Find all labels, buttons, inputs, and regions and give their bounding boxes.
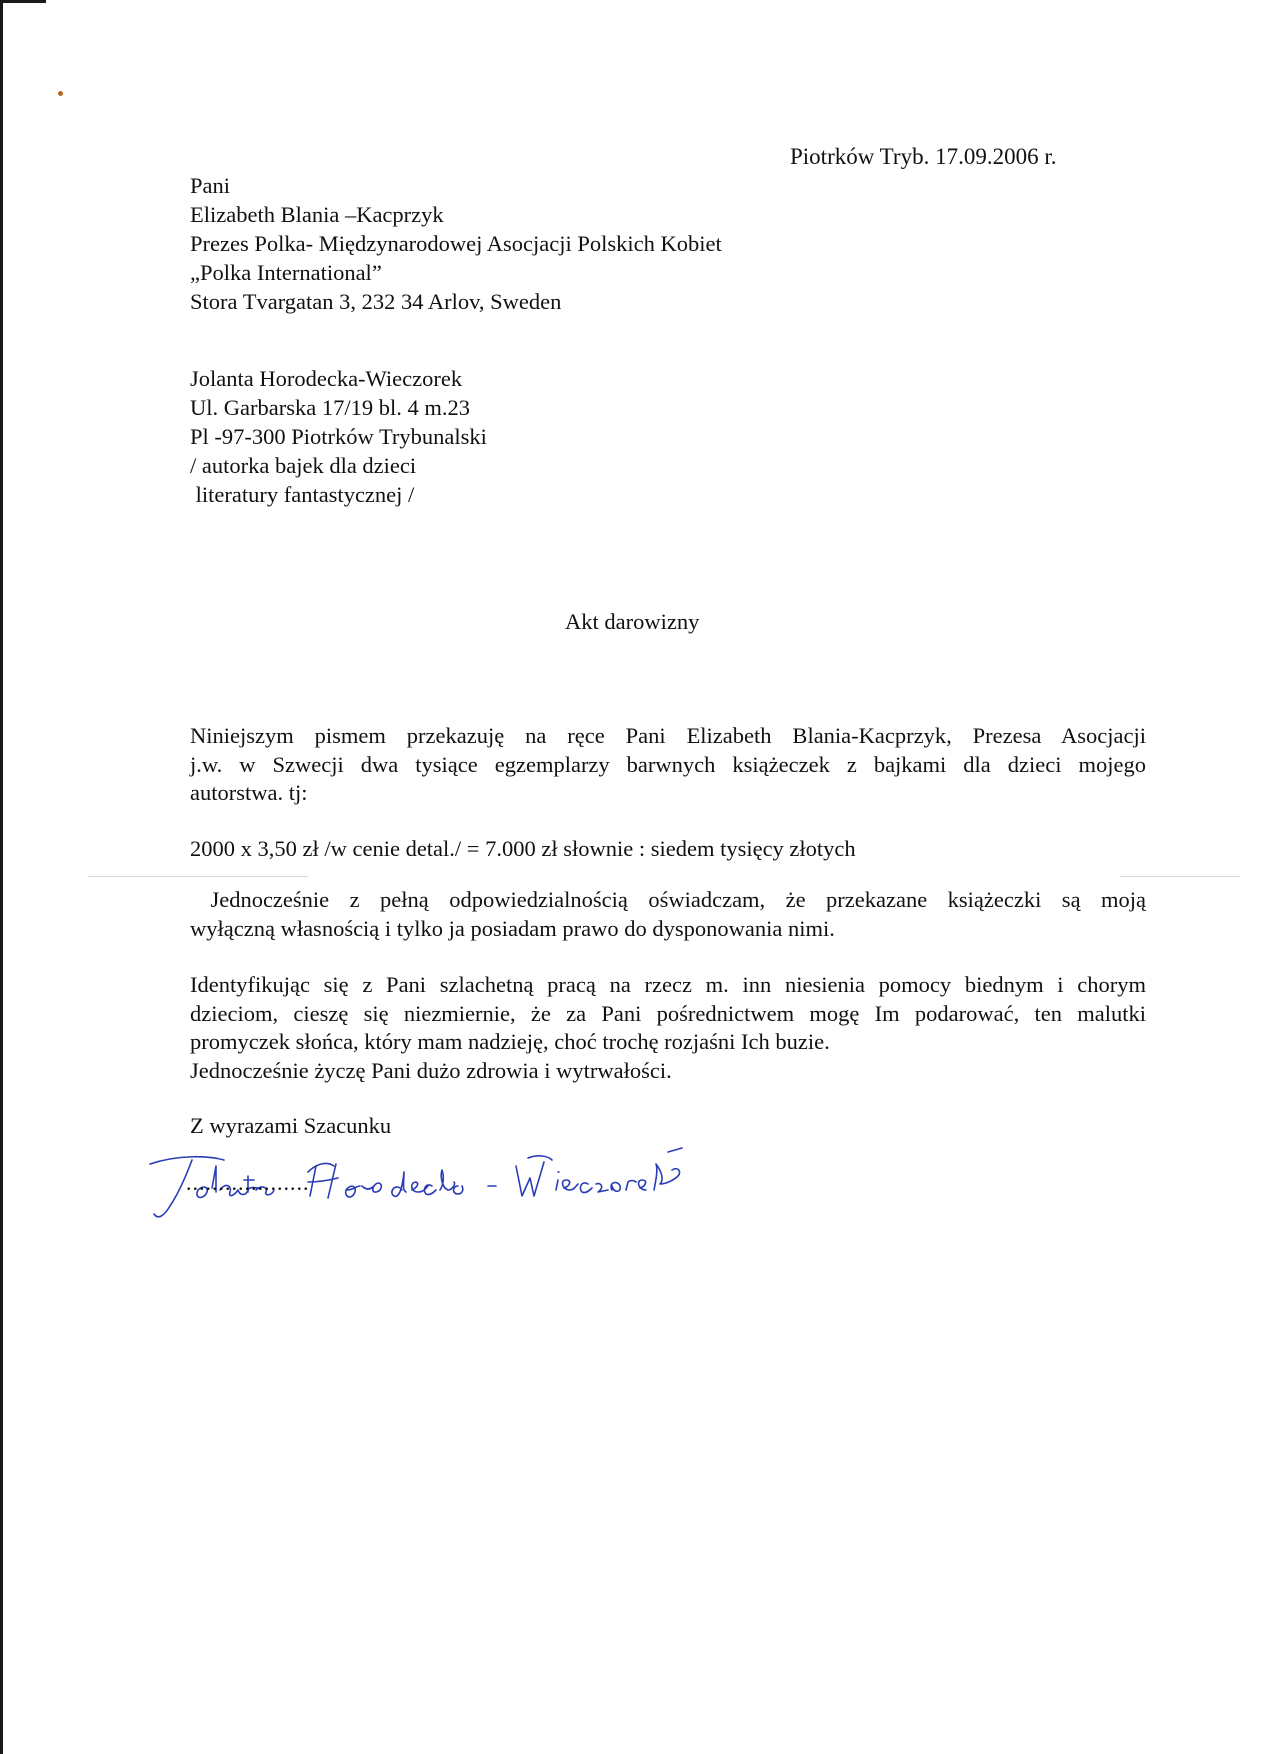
document-title: Akt darowizny: [565, 609, 700, 634]
sender-address: [190, 364, 487, 509]
paragraph-line: j.w. w Szwecji dwa tysiące egzemplarzy barwnych książeczek z bajkami dla dzieci mojego: [190, 751, 1146, 777]
paragraph-donation: [190, 722, 1146, 808]
recipient-line: Stora Tvargatan 3, 232 34 Arlov, Sweden: [190, 289, 562, 314]
recipient-address: [190, 171, 722, 316]
paragraph-line: Niniejszym pismem przekazuję na ręce Pani Elizabeth Blania-Kacprzyk, Prezesa Asocjacji: [190, 723, 1146, 748]
paragraph-ownership: [190, 886, 1146, 943]
calculation-line: [190, 835, 1146, 864]
sender-line: literatury fantastycznej /: [190, 482, 415, 507]
scan-artifact-line: [1120, 876, 1240, 877]
paragraph-line: Jednocześnie życzę Pani dużo zdrowia i wytrwałości.: [190, 1057, 672, 1083]
recipient-line: „Polka International”: [190, 260, 382, 285]
sender-line: Jolanta Horodecka-Wieczorek: [190, 366, 463, 391]
handwritten-signature: [140, 1146, 740, 1226]
paragraph-line: autorstwa. tj:: [190, 780, 308, 805]
sender-line: Ul. Garbarska 17/19 bl. 4 m.23: [190, 395, 470, 420]
date-line: Piotrków Tryb. 17.09.2006 r.: [790, 144, 1057, 169]
scan-edge-left: [0, 0, 3, 1754]
paragraph-line: wyłączną własnością i tylko ja posiadam prawo do dysponowania nimi.: [190, 915, 835, 941]
recipient-line: Elizabeth Blania –Kacprzyk: [190, 202, 444, 227]
signature-dots: ...................: [186, 1170, 310, 1195]
paragraph-line: Jednocześnie z pełną odpowiedzialnością oświadczam, że przekazane książeczki są moją: [190, 887, 1146, 912]
sender-line: / autorka bajek dla dzieci: [190, 453, 417, 478]
sender-line: Pl -97-300 Piotrków Trybunalski: [190, 424, 487, 449]
closing-line: Z wyrazami Szacunku: [190, 1113, 392, 1138]
paragraph-line: dzieciom, cieszę się niezmiernie, że za Pani pośrednictwem mogę Im podarować, ten malutki: [190, 1000, 1146, 1026]
scan-speck: [57, 90, 64, 97]
scan-edge-top: [0, 0, 46, 3]
paragraph-line: Identyfikując się z Pani szlachetną pracą na rzecz m. inn niesienia pomocy biednym i chorym: [190, 972, 1146, 997]
paragraph-line: promyczek słońca, który mam nadzieję, choć trochę rozjaśni Ich buzie.: [190, 1029, 830, 1054]
recipient-line: Prezes Polka- Międzynarodowej Asocjacji Polskich Kobiet: [190, 231, 722, 256]
calculation-text: 2000 x 3,50 zł /w cenie detal./ = 7.000 zł słownie : siedem tysięcy złotych: [190, 836, 856, 861]
recipient-line: Pani: [190, 173, 231, 198]
paragraph-wishes: [190, 971, 1146, 1085]
scan-artifact-line: [88, 876, 308, 877]
